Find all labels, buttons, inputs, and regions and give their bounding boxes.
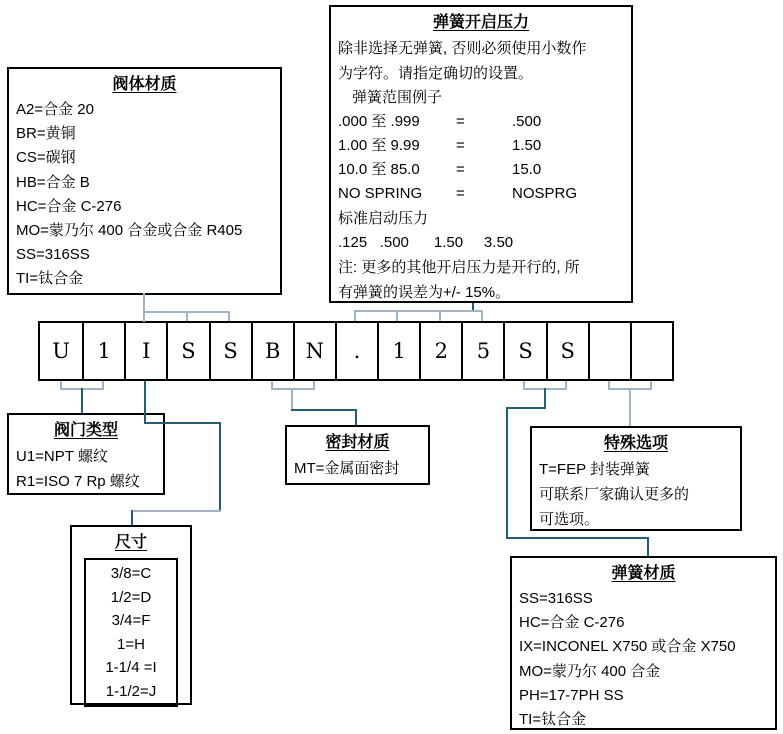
connector-segment <box>228 311 230 321</box>
list-item: IX=INCONEL X750 或合金 X750 <box>519 638 736 656</box>
connector-segment <box>81 388 83 413</box>
list-item: U1=NPT 螺纹 <box>16 448 108 465</box>
list-item: A2=合金 20 <box>16 101 94 118</box>
code-cell: S <box>546 323 588 379</box>
valve-type-title: 阀门类型 <box>53 422 118 439</box>
code-cell <box>588 323 630 379</box>
range-value: NOSPRG <box>512 185 578 202</box>
connector-segment <box>647 537 649 556</box>
connector-segment <box>144 381 146 424</box>
range-row <box>338 182 624 206</box>
standard-pressure-label: 标准启动压力 <box>338 210 429 227</box>
equals-sign: = <box>456 185 465 202</box>
seal-material-box <box>285 425 430 485</box>
list-item: T=FEP 封装弹簧 <box>539 461 650 478</box>
connector-segment <box>291 409 357 411</box>
connector-segment <box>396 310 398 321</box>
spring-opening-pressure-box <box>329 5 633 303</box>
code-cell: 1 <box>377 323 419 379</box>
connector-segment <box>131 510 133 525</box>
list-item: 3/8=C <box>110 565 152 582</box>
equals-sign: = <box>456 137 465 154</box>
code-cell: B <box>251 323 293 379</box>
connector-segment <box>271 388 315 390</box>
code-cell <box>630 323 672 379</box>
connector-segment <box>544 388 546 409</box>
range-value: 15.0 <box>512 161 542 178</box>
code-cell: 5 <box>461 323 503 379</box>
connector-segment <box>506 407 546 409</box>
range-value: .500 <box>512 113 542 130</box>
range-row <box>338 134 624 158</box>
connector-segment <box>186 311 188 321</box>
code-cell: U <box>52 339 70 363</box>
list-item: SS=316SS <box>519 590 593 607</box>
list-item: 1/2=D <box>110 588 152 606</box>
list-item: BR=黄铜 <box>16 125 76 143</box>
connector-segment <box>506 537 649 539</box>
list-item: MO=蒙乃尔 400 合金或合金 R405 <box>16 222 243 240</box>
size-box <box>70 525 192 705</box>
list-item: TI=钛合金 <box>16 270 84 288</box>
list-item: 3/4=F <box>111 612 151 629</box>
code-cell: . <box>335 323 377 379</box>
special-options-box <box>530 426 742 531</box>
intro-line: 除非选择无弹簧, 否则必须使用小数作 <box>338 40 587 57</box>
range-row <box>338 110 624 134</box>
code-cell: I <box>124 323 166 379</box>
seal-material-title: 密封材质 <box>325 434 390 451</box>
range-text: 10.0 至 85.0 <box>338 161 420 178</box>
connector-segment <box>481 310 483 321</box>
list-item: 1-1/4 =I <box>105 659 157 676</box>
list-item: PH=17-7PH SS <box>519 686 624 704</box>
list-item: MO=蒙乃尔 400 合金 <box>519 662 661 680</box>
connector-segment <box>629 388 631 426</box>
connector-segment <box>355 409 357 425</box>
list-item: HC=合金 C-276 <box>16 197 122 215</box>
code-cell: 1 <box>82 323 124 379</box>
intro-line: 为字符。请指定确切的设置。 <box>338 65 534 82</box>
connector-segment <box>354 310 356 321</box>
connector-segment <box>131 510 221 512</box>
connector-segment <box>439 310 441 321</box>
connector-segment <box>219 422 221 512</box>
valve-type-box <box>7 413 165 495</box>
code-cell: S <box>503 323 545 379</box>
connector-segment <box>354 310 483 312</box>
range-text: NO SPRING <box>338 185 423 202</box>
list-item: HB=合金 B <box>16 173 90 191</box>
list-item: HC=合金 C-276 <box>519 614 625 632</box>
size-title: 尺寸 <box>114 534 147 551</box>
list-item: 可选项。 <box>539 511 600 528</box>
list-item: R1=ISO 7 Rp 螺纹 <box>16 473 140 490</box>
size-inner-box <box>84 558 178 707</box>
list-item: SS=316SS <box>16 246 90 264</box>
valve-body-material-box <box>7 67 282 295</box>
code-cell: S <box>209 323 251 379</box>
examples-label: 弹簧范围例子 <box>352 89 443 106</box>
connector-segment <box>144 422 221 424</box>
spring-opening-pressure-title: 弹簧开启压力 <box>432 14 529 31</box>
part-number-cell-row <box>38 321 674 381</box>
special-options-title: 特殊选项 <box>603 435 668 452</box>
range-text: 1.00 至 9.99 <box>338 137 420 154</box>
list-item: 1=H <box>117 635 145 653</box>
equals-sign: = <box>456 113 465 130</box>
range-row <box>338 158 624 182</box>
list-item: MT=金属面密封 <box>294 460 400 477</box>
spring-material-box <box>510 556 777 730</box>
valve-body-material-title: 阀体材质 <box>112 76 177 93</box>
connector-segment <box>291 388 293 411</box>
spring-material-title: 弹簧材质 <box>611 565 676 582</box>
list-item: 1-1/2=J <box>105 682 157 700</box>
connector-segment <box>143 293 145 322</box>
range-text: .000 至 .999 <box>338 113 420 130</box>
connector-segment <box>506 407 508 539</box>
code-cell: N <box>293 323 335 379</box>
range-value: 1.50 <box>512 137 542 154</box>
note-line: 有弹簧的误差为+/- 15%。 <box>338 284 511 301</box>
list-item: TI=钛合金 <box>519 711 587 729</box>
code-cell: S <box>166 323 208 379</box>
equals-sign: = <box>456 161 465 178</box>
list-item: CS=碳钢 <box>16 149 76 167</box>
list-item: 可联系厂家确认更多的 <box>539 486 690 503</box>
code-cell: 2 <box>419 323 461 379</box>
note-line: 注: 更多的其他开启压力是开行的, 所 <box>338 259 580 276</box>
standard-pressure-values: .125 .500 1.50 3.50 <box>338 234 514 251</box>
